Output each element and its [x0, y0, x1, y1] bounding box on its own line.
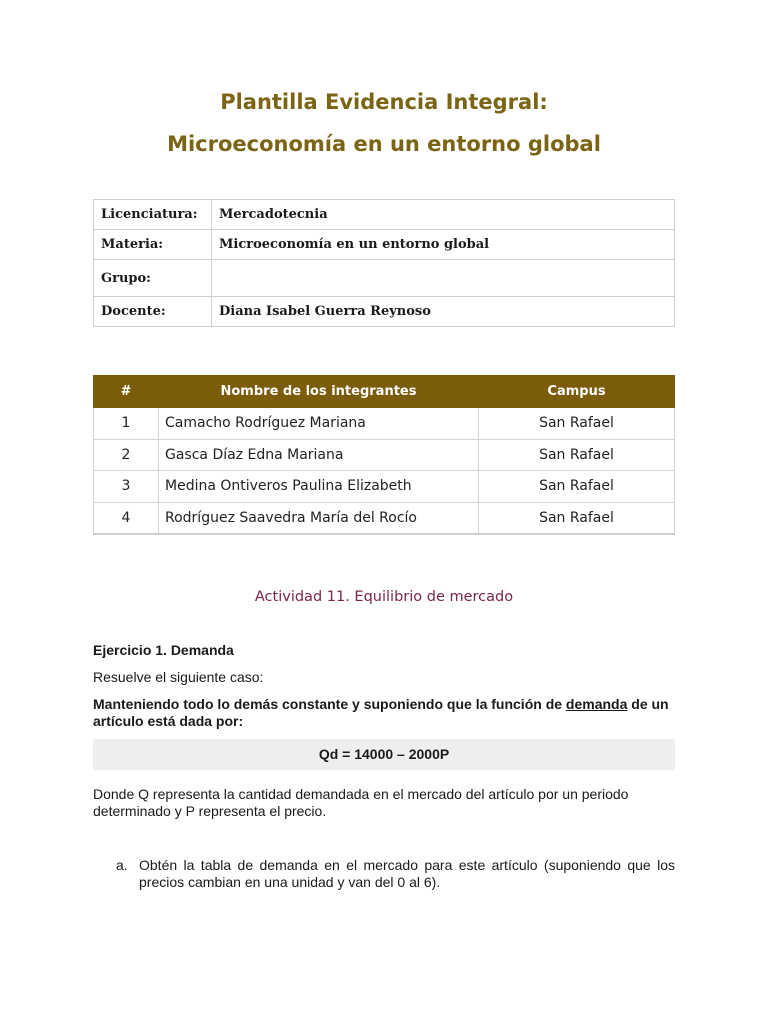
table-row — [94, 439, 675, 471]
document-title-line1: Plantilla Evidencia Integral: — [220, 90, 548, 114]
info-value: Diana Isabel Guerra Reynoso — [212, 297, 675, 327]
course-info-table — [93, 199, 675, 327]
members-table — [93, 375, 675, 535]
member-number: 4 — [94, 502, 159, 534]
info-label: Grupo: — [94, 260, 212, 297]
column-header-campus: Campus — [479, 376, 675, 408]
member-campus: San Rafael — [479, 502, 675, 534]
member-name: Camacho Rodríguez Mariana — [159, 408, 479, 440]
member-name: Medina Ontiveros Paulina Elizabeth — [159, 471, 479, 503]
table-row — [94, 471, 675, 503]
statement-text-after: de un artículo está dada por: — [93, 696, 669, 729]
activity-title: Actividad 11. Equilibrio de mercado — [254, 589, 514, 605]
exercise-instruction: Resuelve el siguiente caso: — [93, 669, 264, 685]
member-campus: San Rafael — [479, 471, 675, 503]
info-value — [212, 260, 675, 297]
statement-text-before: Manteniendo todo lo demás constante y suponiendo que la función de — [93, 696, 566, 712]
info-value: Mercadotecnia — [212, 200, 675, 230]
demanda-link[interactable]: demanda — [565, 696, 628, 712]
info-label: Licenciatura: — [94, 200, 212, 230]
info-row-grupo — [94, 260, 675, 297]
exercise-statement — [93, 696, 675, 730]
member-campus: San Rafael — [479, 408, 675, 440]
member-number: 3 — [94, 471, 159, 503]
info-label: Docente: — [94, 297, 212, 327]
exercise-title: Ejercicio 1. Demanda — [93, 642, 234, 658]
member-number: 2 — [94, 439, 159, 471]
list-marker: a. — [116, 857, 128, 873]
member-name: Gasca Díaz Edna Mariana — [159, 439, 479, 471]
info-row-licenciatura — [94, 200, 675, 230]
info-value: Microeconomía en un entorno global — [212, 230, 675, 260]
member-number: 1 — [94, 408, 159, 440]
column-header-number: # — [94, 376, 159, 408]
members-header-row — [94, 376, 675, 408]
list-item-text: Obtén la tabla de demanda en el mercado para este artículo (suponiendo que los precios cambian en una unidad y van del 0 al 6). — [139, 857, 675, 890]
info-label: Materia: — [94, 230, 212, 260]
info-row-materia — [94, 230, 675, 260]
formula-explanation: Donde Q representa la cantidad demandada en el mercado del artículo por un periodo determinado y P representa el precio. — [93, 786, 629, 819]
list-item — [116, 857, 675, 891]
info-row-docente — [94, 297, 675, 327]
demand-formula: Qd = 14000 – 2000P — [93, 739, 675, 770]
table-row — [94, 408, 675, 440]
document-title-line2: Microeconomía en un entorno global — [167, 132, 601, 156]
member-campus: San Rafael — [479, 439, 675, 471]
column-header-name: Nombre de los integrantes — [159, 376, 479, 408]
member-name: Rodríguez Saavedra María del Rocío — [159, 502, 479, 534]
table-row — [94, 502, 675, 534]
